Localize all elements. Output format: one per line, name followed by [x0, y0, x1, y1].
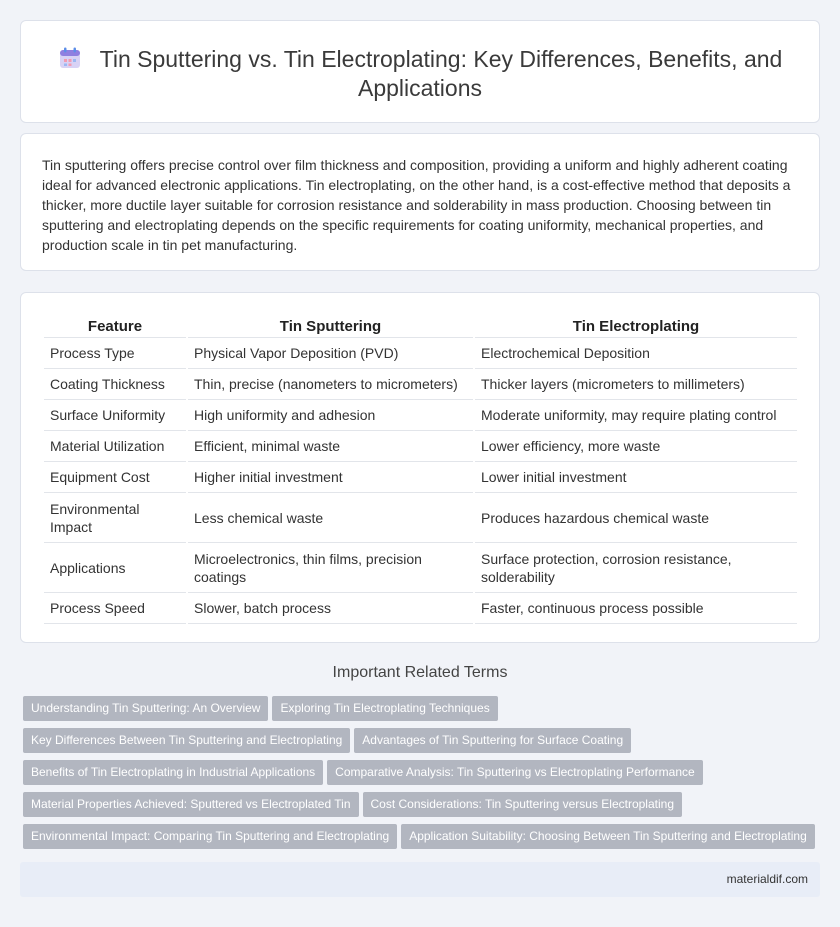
- table-row: [44, 400, 797, 431]
- comparison-table-card: [20, 292, 820, 643]
- table-cell-sputtering: Physical Vapor Deposition (PVD): [188, 338, 473, 369]
- footer-bar: [20, 862, 820, 897]
- table-cell-feature: Material Utilization: [44, 431, 186, 462]
- related-tags-row-1: [23, 696, 502, 721]
- title-card: [20, 20, 820, 123]
- intro-card: [20, 133, 820, 271]
- header-tin-sputtering: Tin Sputtering: [188, 313, 473, 338]
- page-title: Tin Sputtering vs. Tin Electroplating: Key Differences, Benefits, and Applications: [99, 46, 783, 101]
- table-row: [44, 543, 797, 593]
- table-row: [44, 431, 797, 462]
- table-row: [44, 338, 797, 369]
- table-cell-sputtering: Less chemical waste: [188, 493, 473, 543]
- table-cell-sputtering: Efficient, minimal waste: [188, 431, 473, 462]
- table-cell-feature: Equipment Cost: [44, 462, 186, 493]
- table-row: [44, 462, 797, 493]
- table-cell-electroplating: Electrochemical Deposition: [475, 338, 797, 369]
- table-cell-electroplating: Moderate uniformity, may require plating control: [475, 400, 797, 431]
- related-terms-heading: Important Related Terms: [332, 664, 508, 681]
- related-tag-link[interactable]: Environmental Impact: Comparing Tin Sputtering and Electroplating: [23, 824, 397, 849]
- calendar-icon: [58, 46, 82, 70]
- table-cell-electroplating: Surface protection, corrosion resistance, solderability: [475, 543, 797, 593]
- table-cell-electroplating: Thicker layers (micrometers to millimeters): [475, 369, 797, 400]
- table-cell-sputtering: Microelectronics, thin films, precision coatings: [188, 543, 473, 593]
- related-tags-row-5: [23, 824, 819, 849]
- related-tag-link[interactable]: Benefits of Tin Electroplating in Industrial Applications: [23, 760, 323, 785]
- table-cell-electroplating: Lower efficiency, more waste: [475, 431, 797, 462]
- header-tin-electroplating: Tin Electroplating: [475, 313, 797, 338]
- related-tag-link[interactable]: Application Suitability: Choosing Between Tin Sputtering and Electroplating: [401, 824, 815, 849]
- table-cell-feature: Applications: [44, 543, 186, 593]
- comparison-table: [42, 313, 799, 624]
- related-tag-link[interactable]: Comparative Analysis: Tin Sputtering vs Electroplating Performance: [327, 760, 703, 785]
- header-feature: Feature: [44, 313, 186, 338]
- table-cell-feature: Environmental Impact: [44, 493, 186, 543]
- related-tag-link[interactable]: Material Properties Achieved: Sputtered vs Electroplated Tin: [23, 792, 359, 817]
- table-cell-feature: Coating Thickness: [44, 369, 186, 400]
- table-cell-electroplating: Faster, continuous process possible: [475, 593, 797, 624]
- related-tags-row-3: [23, 760, 707, 785]
- footer-site-link[interactable]: materialdif.com: [726, 872, 808, 886]
- table-cell-sputtering: Higher initial investment: [188, 462, 473, 493]
- table-cell-sputtering: Slower, batch process: [188, 593, 473, 624]
- table-row: [44, 593, 797, 624]
- table-cell-feature: Surface Uniformity: [44, 400, 186, 431]
- page-title-wrap: [21, 45, 819, 103]
- related-tags-row-2: [23, 728, 635, 753]
- related-tag-link[interactable]: Understanding Tin Sputtering: An Overview: [23, 696, 268, 721]
- table-cell-feature: Process Speed: [44, 593, 186, 624]
- table-cell-sputtering: High uniformity and adhesion: [188, 400, 473, 431]
- table-header-row: [44, 313, 797, 338]
- table-cell-electroplating: Produces hazardous chemical waste: [475, 493, 797, 543]
- related-tag-link[interactable]: Cost Considerations: Tin Sputtering versus Electroplating: [363, 792, 683, 817]
- table-cell-feature: Process Type: [44, 338, 186, 369]
- related-tag-link[interactable]: Key Differences Between Tin Sputtering and Electroplating: [23, 728, 350, 753]
- related-tags-row-4: [23, 792, 686, 817]
- table-row: [44, 493, 797, 543]
- related-tag-link[interactable]: Advantages of Tin Sputtering for Surface Coating: [354, 728, 631, 753]
- table-cell-sputtering: Thin, precise (nanometers to micrometers): [188, 369, 473, 400]
- intro-paragraph: Tin sputtering offers precise control over film thickness and composition, providing a uniform and highly adherent coating ideal for advanced electronic applications. Tin electroplating, on the other hand, is a cost-effective method that deposits a thicker, more ductile layer suitable for corrosion resistance and solderability in mass production. Choosing between tin sputtering and electroplating depends on the specific requirements for coating uniformity, mechanical properties, and production scale in tin pet manufacturing.: [42, 157, 791, 253]
- related-tag-link[interactable]: Exploring Tin Electroplating Techniques: [272, 696, 497, 721]
- table-row: [44, 369, 797, 400]
- table-cell-electroplating: Lower initial investment: [475, 462, 797, 493]
